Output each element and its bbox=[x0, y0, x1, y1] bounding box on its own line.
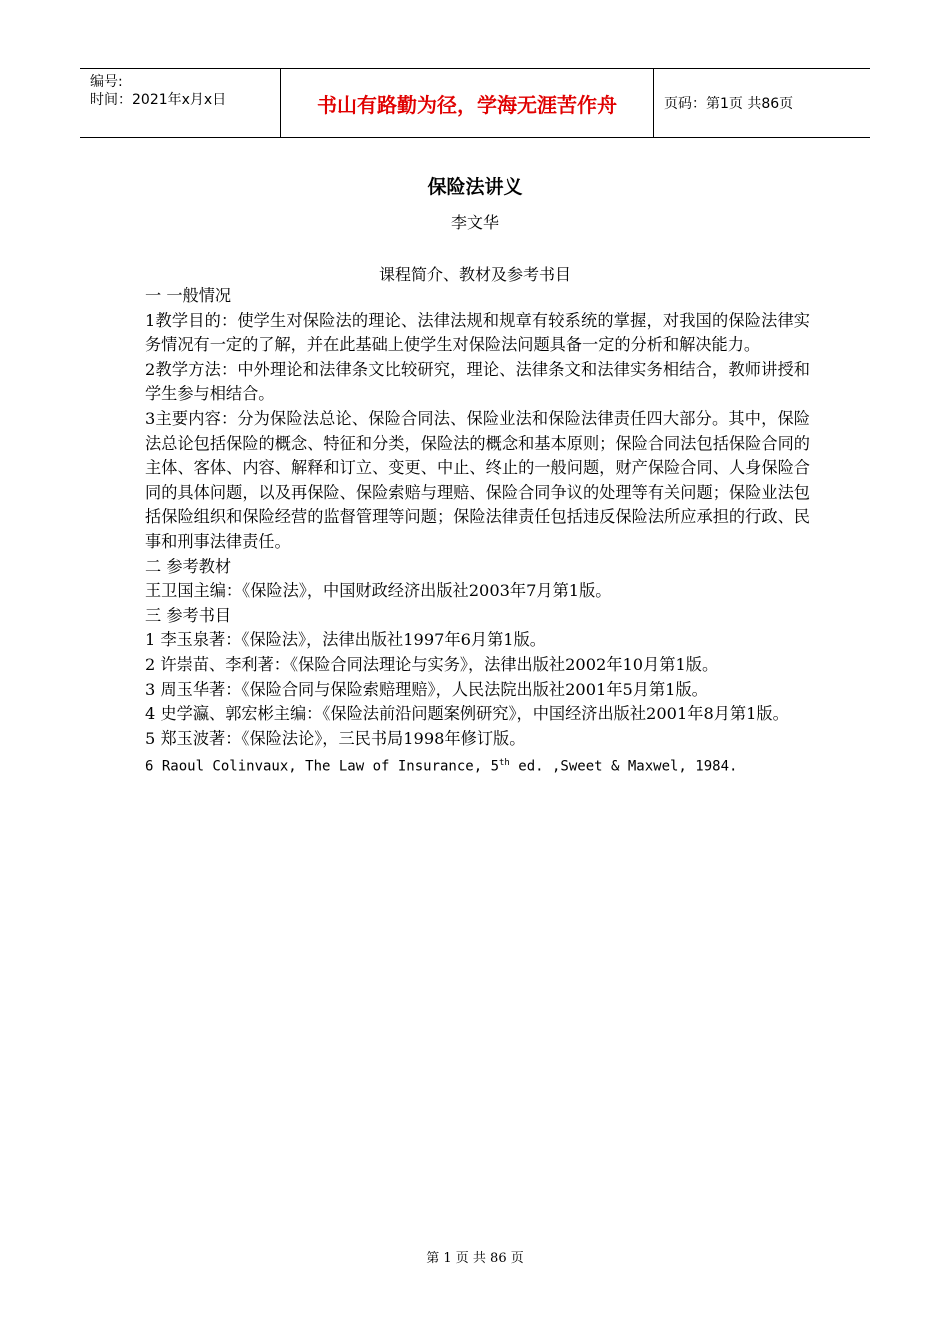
reference-text-part: ed. ,Sweet & Maxwel, 1984. bbox=[509, 758, 738, 775]
reference-item-english bbox=[145, 751, 810, 779]
section-heading-general: 一 一般情况 bbox=[145, 286, 232, 305]
page-footer: 第 1 页 共 86 页 bbox=[426, 1251, 524, 1266]
page-header bbox=[80, 68, 870, 138]
doc-body bbox=[145, 284, 810, 780]
section-heading-textbook: 二 参考教材 bbox=[145, 556, 232, 576]
doc-time-label: 时间：2021年x月x日 bbox=[90, 92, 227, 108]
reference-item: 3 周玉华著：《保险合同与保险索赔理赔》，人民法院出版社2001年5月第1版。 bbox=[145, 679, 708, 699]
doc-subtitle: 课程简介、教材及参考书目 bbox=[378, 265, 571, 284]
paragraph-teaching-method: 2教学方法：中外理论和法律条文比较研究，理论、法律条文和法律实务相结合，教师讲授和学生参与相结合。 bbox=[145, 359, 810, 404]
header-meta bbox=[80, 69, 281, 137]
section-heading-references: 三 参考书目 bbox=[145, 605, 232, 625]
reference-item: 4 史学瀛、郭宏彬主编：《保险法前沿问题案例研究》，中国经济出版社2001年8月第1版。 bbox=[145, 704, 789, 724]
reference-text-part: 6 Raoul Colinvaux, The Law of Insurance, 5 bbox=[145, 758, 500, 775]
reference-item: 2 许崇苗、李利著：《保险合同法理论与实务》，法律出版社2002年10月第1版。 bbox=[145, 654, 719, 674]
doc-title: 保险法讲义 bbox=[427, 176, 523, 198]
textbook-entry: 王卫国主编：《保险法》，中国财政经济出版社2003年7月第1版。 bbox=[145, 581, 612, 601]
header-motto: 书山有路勤为径，学海无涯苦作舟 bbox=[281, 69, 654, 137]
reference-superscript: th bbox=[499, 758, 510, 769]
paragraph-main-content: 3主要内容：分为保险法总论、保险合同法、保险业法和保险法律责任四大部分。其中，保险法总论包括保险的概念、特征和分类，保险法的概念和基本原则；保险合同法包括保险合同的主体、客体、内容、解释和订立、变更、中止、终止的一般问题，财产保险合同、人身保险合同的具体问题，以及再保险、保险索赔与理赔、保险合同争议的处理等有关问题；保险业法包括保险组织和保险经营的监督管理等问题；保险法律责任包括违反保险法所应承担的行政、民事和刑事法律责任。 bbox=[145, 408, 810, 551]
header-page-info: 页码：第1页 共86页 bbox=[664, 96, 794, 112]
doc-number-label: 编号: bbox=[90, 74, 123, 90]
doc-author: 李文华 bbox=[450, 213, 499, 232]
reference-item: 5 郑玉波著：《保险法论》，三民书局1998年修订版。 bbox=[145, 728, 526, 748]
reference-item: 1 李玉泉著：《保险法》，法律出版社1997年6月第1版。 bbox=[145, 630, 546, 650]
paragraph-teaching-goal: 1教学目的：使学生对保险法的理论、法律法规和规章有较系统的掌握，对我国的保险法律实务情况有一定的了解，并在此基础上使学生对保险法问题具备一定的分析和解决能力。 bbox=[145, 310, 810, 355]
